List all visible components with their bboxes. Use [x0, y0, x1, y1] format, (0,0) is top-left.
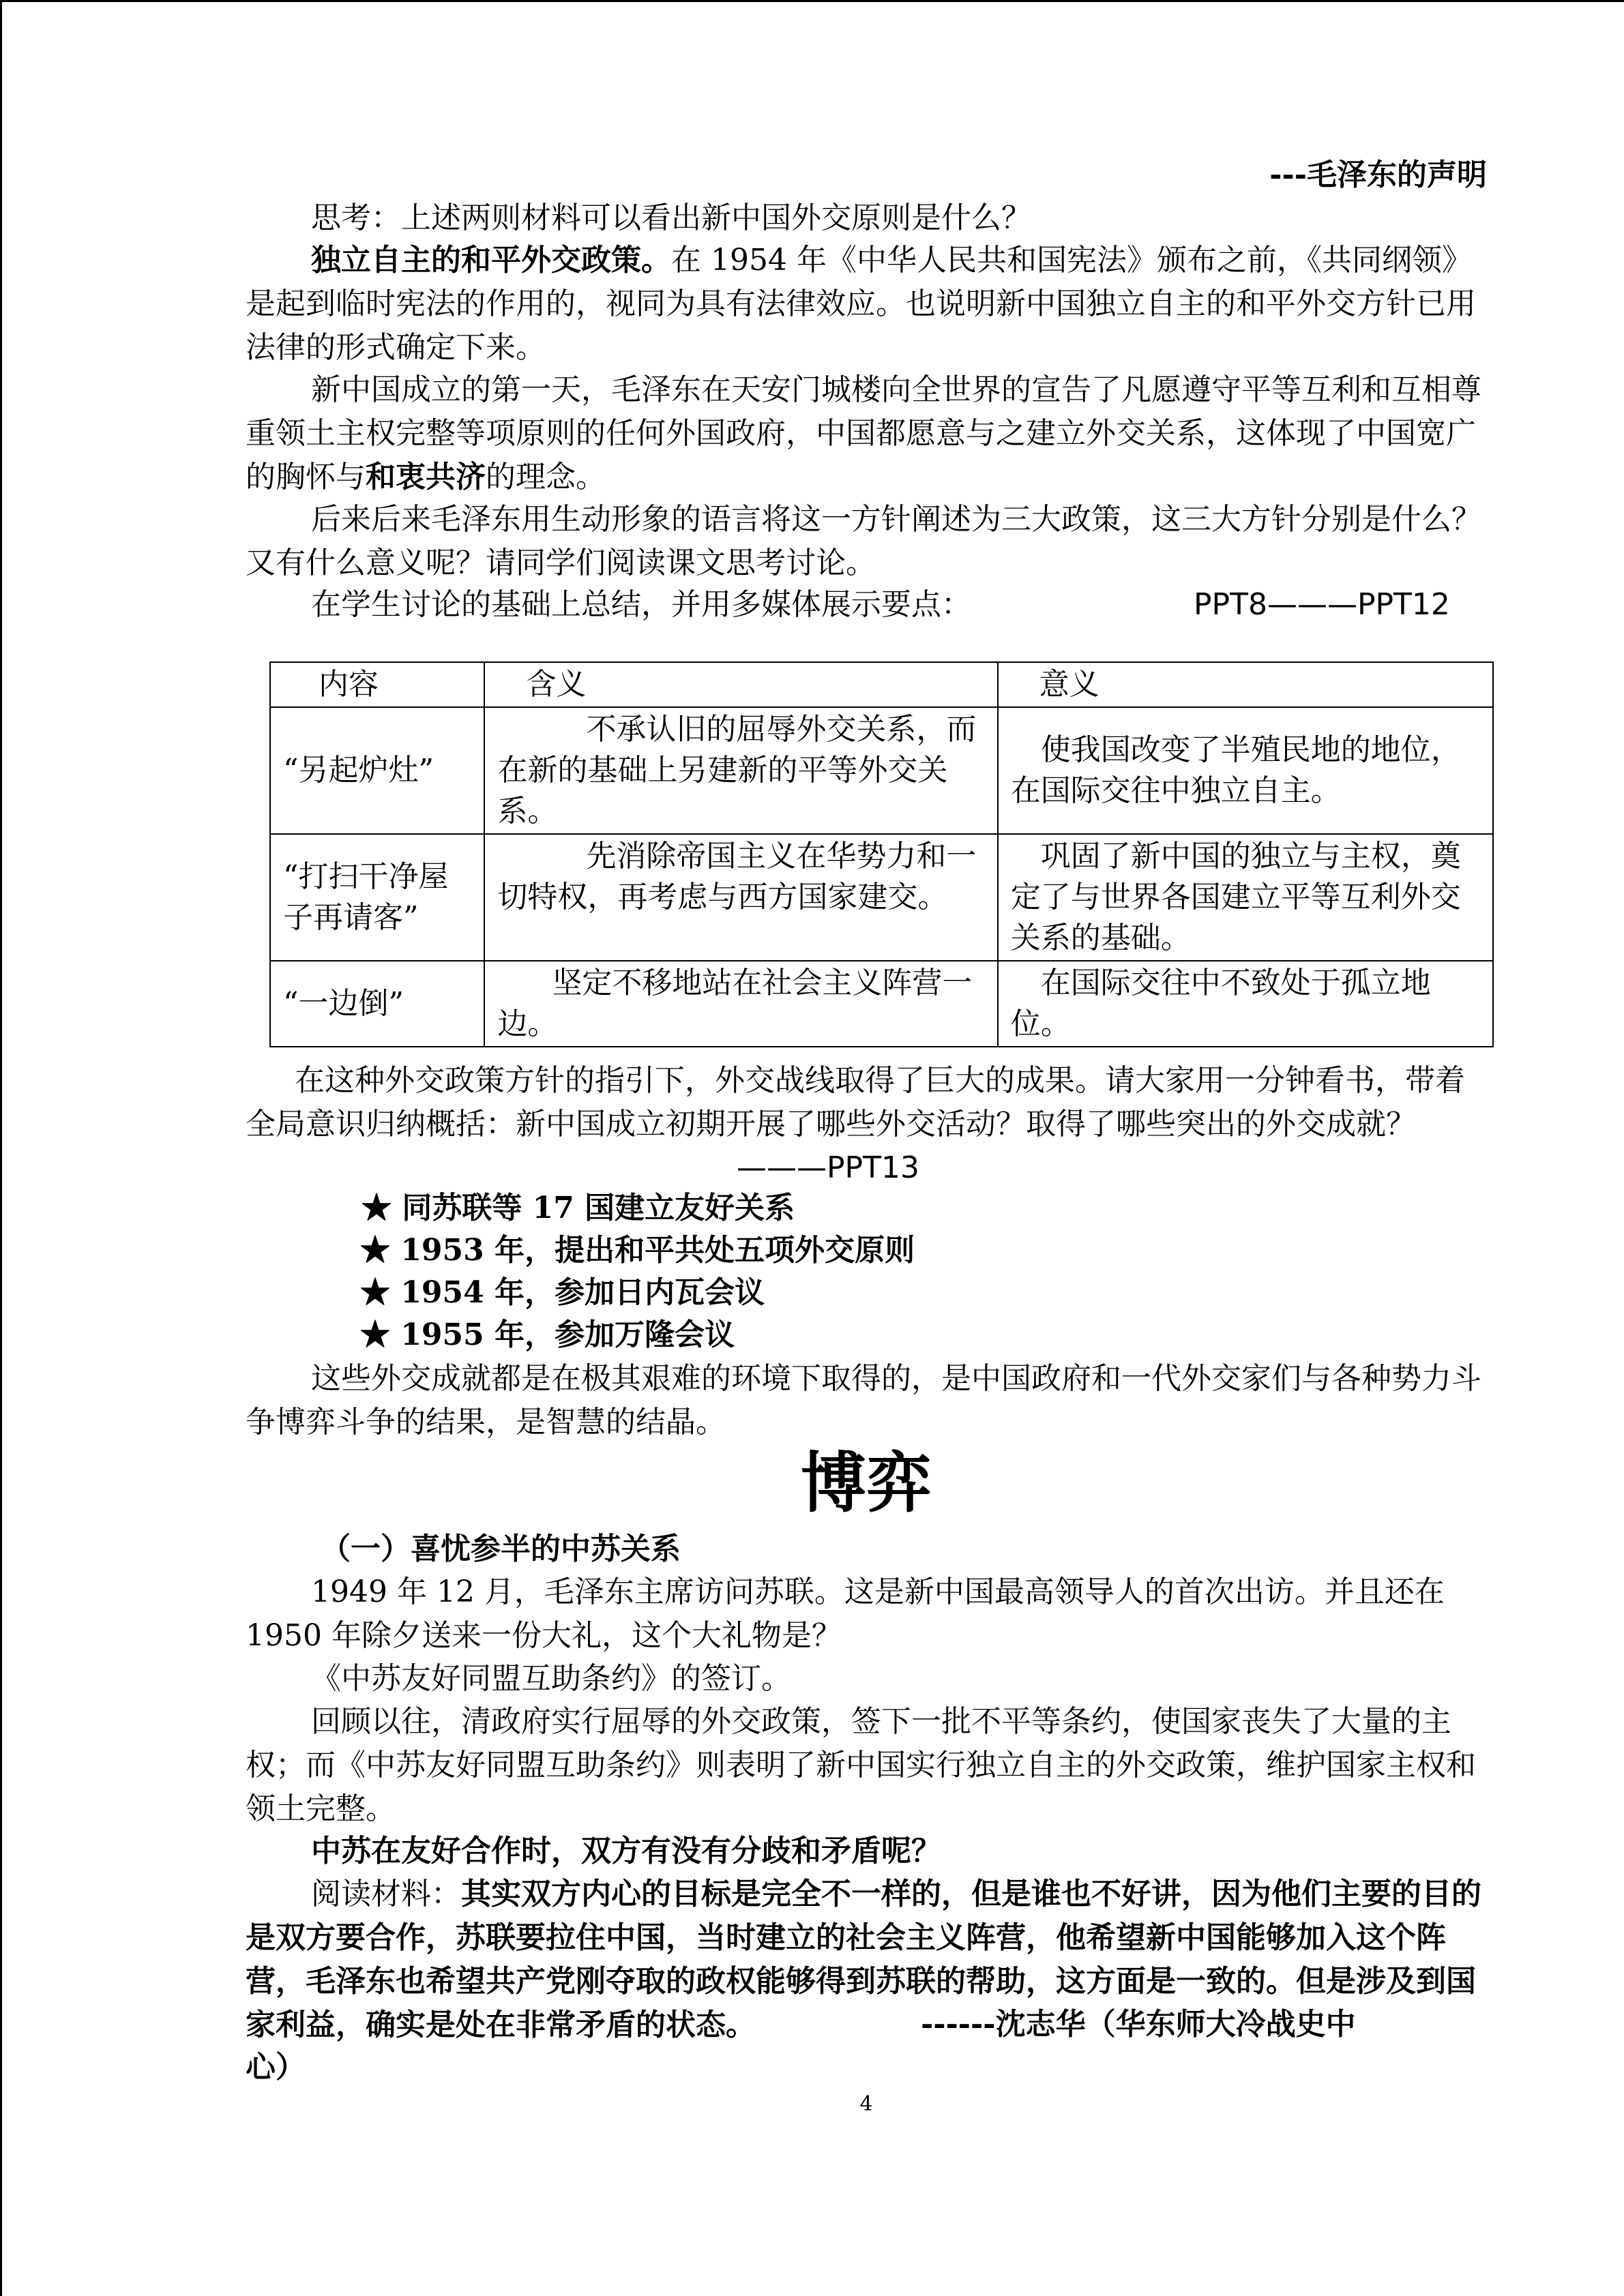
cell-content: “一边倒” [270, 961, 484, 1047]
question-think: 思考：上述两则材料可以看出新中国外交原则是什么？ [311, 200, 1031, 235]
table-header-row [270, 662, 1493, 707]
reading-attribution-tail: 心） [246, 2050, 306, 2085]
policy-table [269, 661, 1494, 1047]
header-significance: 意义 [998, 662, 1493, 707]
cell-meaning: 不承认旧的屈辱外交关系，而在新的基础上另建新的平等外交关系。 [484, 707, 997, 834]
achievement-item: ★ 1955 年，参加万隆会议 [360, 1317, 735, 1352]
paragraph-achievements-intro: 在这种外交政策方针的指引下，外交战线取得了巨大的成果。请大家用一分钟看书，带着全局意识归纳概括：新中国成立初期开展了哪些外交活动？取得了哪些突出的外交成就？ [246, 1063, 1465, 1142]
attribution-mao: ---毛泽东的声明 [1269, 158, 1487, 192]
achievement-item: ★ 1954 年，参加日内瓦会议 [360, 1275, 765, 1310]
reading-text: 其实双方内心的目标是完全不一样的，但是谁也不好讲，因为他们主要的目的是双方要合作，苏联要拉住中国，当时建立的社会主义阵营，他希望新中国能够加入这个阵营，毛泽东也希望共产党刚夺取的政权能够得到苏联的帮助，这方面是一致的。但是涉及到国家利益，确实是处在非常矛盾的状态。 [246, 1877, 1481, 2042]
paragraph-three-policies: 后来后来毛泽东用生动形象的语言将这一方针阐述为三大政策，这三大方针分别是什么？又有什么意义呢？请同学们阅读课文思考讨论。 [246, 502, 1481, 580]
table-row [270, 834, 1493, 961]
paragraph-policy [246, 239, 1487, 370]
cell-meaning: 先消除帝国主义在华势力和一切特权，再考虑与西方国家建交。 [484, 834, 997, 961]
section-title: 博弈 [801, 1445, 932, 1521]
founding-bold: 和衷共济 [366, 460, 486, 494]
cell-meaning: 坚定不移地站在社会主义阵营一边。 [484, 961, 997, 1047]
cell-content: “另起炉灶” [270, 707, 484, 834]
paragraph-founding-day [246, 368, 1487, 499]
header-content: 内容 [270, 662, 484, 707]
paragraph-achievements-conclusion: 这些外交成就都是在极其艰难的环境下取得的，是中国政府和一代外交家们与各种势力斗争博弈斗争的结果，是智慧的结晶。 [246, 1361, 1481, 1440]
page-border-left [0, 0, 2, 2296]
ppt-ref-13: ———PPT13 [737, 1150, 919, 1185]
founding-text-a: 新中国成立的第一天，毛泽东在天安门城楼向全世界的宣告了凡愿遵守平等互利和互相尊重领土主权完整等项原则的任何外国政府，中国都愿意与之建立外交关系，这体现了中国宽广的胸怀与 [246, 372, 1481, 494]
achievement-item: ★ 1953 年，提出和平共处五项外交原则 [360, 1233, 915, 1268]
reading-label: 阅读材料： [311, 1877, 461, 1911]
page-number: 4 [859, 2092, 873, 2116]
paragraph-summary: 在学生讨论的基础上总结，并用多媒体展示要点： [311, 587, 971, 622]
paragraph-retrospect: 回顾以往，清政府实行屈辱的外交政策，签下一批不平等条约，使国家丧失了大量的主权；而《中苏友好同盟互助条约》则表明了新中国实行独立自主的外交政策，维护国家主权和领土完整。 [246, 1704, 1476, 1826]
paragraph-treaty: 《中苏友好同盟互助条约》的签订。 [311, 1661, 791, 1696]
policy-bold: 独立自主的和平外交政策。 [311, 243, 671, 278]
cell-significance: 巩固了新中国的独立与主权，奠定了与世界各国建立平等互利外交关系的基础。 [998, 834, 1493, 961]
founding-text-b: 的理念。 [486, 460, 606, 494]
header-meaning: 含义 [484, 662, 997, 707]
table-row [270, 707, 1493, 834]
page-border-top [0, 0, 1624, 2]
cell-content: “打扫干净屋子再请客” [270, 834, 484, 961]
subsection-title: （一）喜忧参半的中苏关系 [321, 1532, 681, 1566]
policy-text: 在 1954 年《中华人民共和国宪法》颁布之前，《共同纲领》是起到临时宪法的作用的，视同为具有法律效应。也说明新中国独立自主的和平外交方针已用法律的形式确定下来。 [246, 243, 1476, 365]
table-row [270, 961, 1493, 1047]
paragraph-mao-visit: 1949 年 12 月，毛泽东主席访问苏联。这是新中国最高领导人的首次出访。并且还在 1950 年除夕送来一份大礼，这个大礼物是？ [246, 1575, 1454, 1653]
cell-significance: 在国际交往中不致处于孤立地位。 [998, 961, 1493, 1047]
ppt-ref-8-12: PPT8———PPT12 [1194, 587, 1450, 622]
cell-significance: 使我国改变了半殖民地的地位，在国际交往中独立自主。 [998, 707, 1493, 834]
achievement-item: ★ 同苏联等 17 国建立友好关系 [361, 1191, 795, 1225]
reading-attribution: ------沈志华（华东师大冷战史中 [921, 2007, 1356, 2042]
question-disagreement: 中苏在友好合作时，双方有没有分歧和矛盾呢？ [311, 1834, 941, 1868]
